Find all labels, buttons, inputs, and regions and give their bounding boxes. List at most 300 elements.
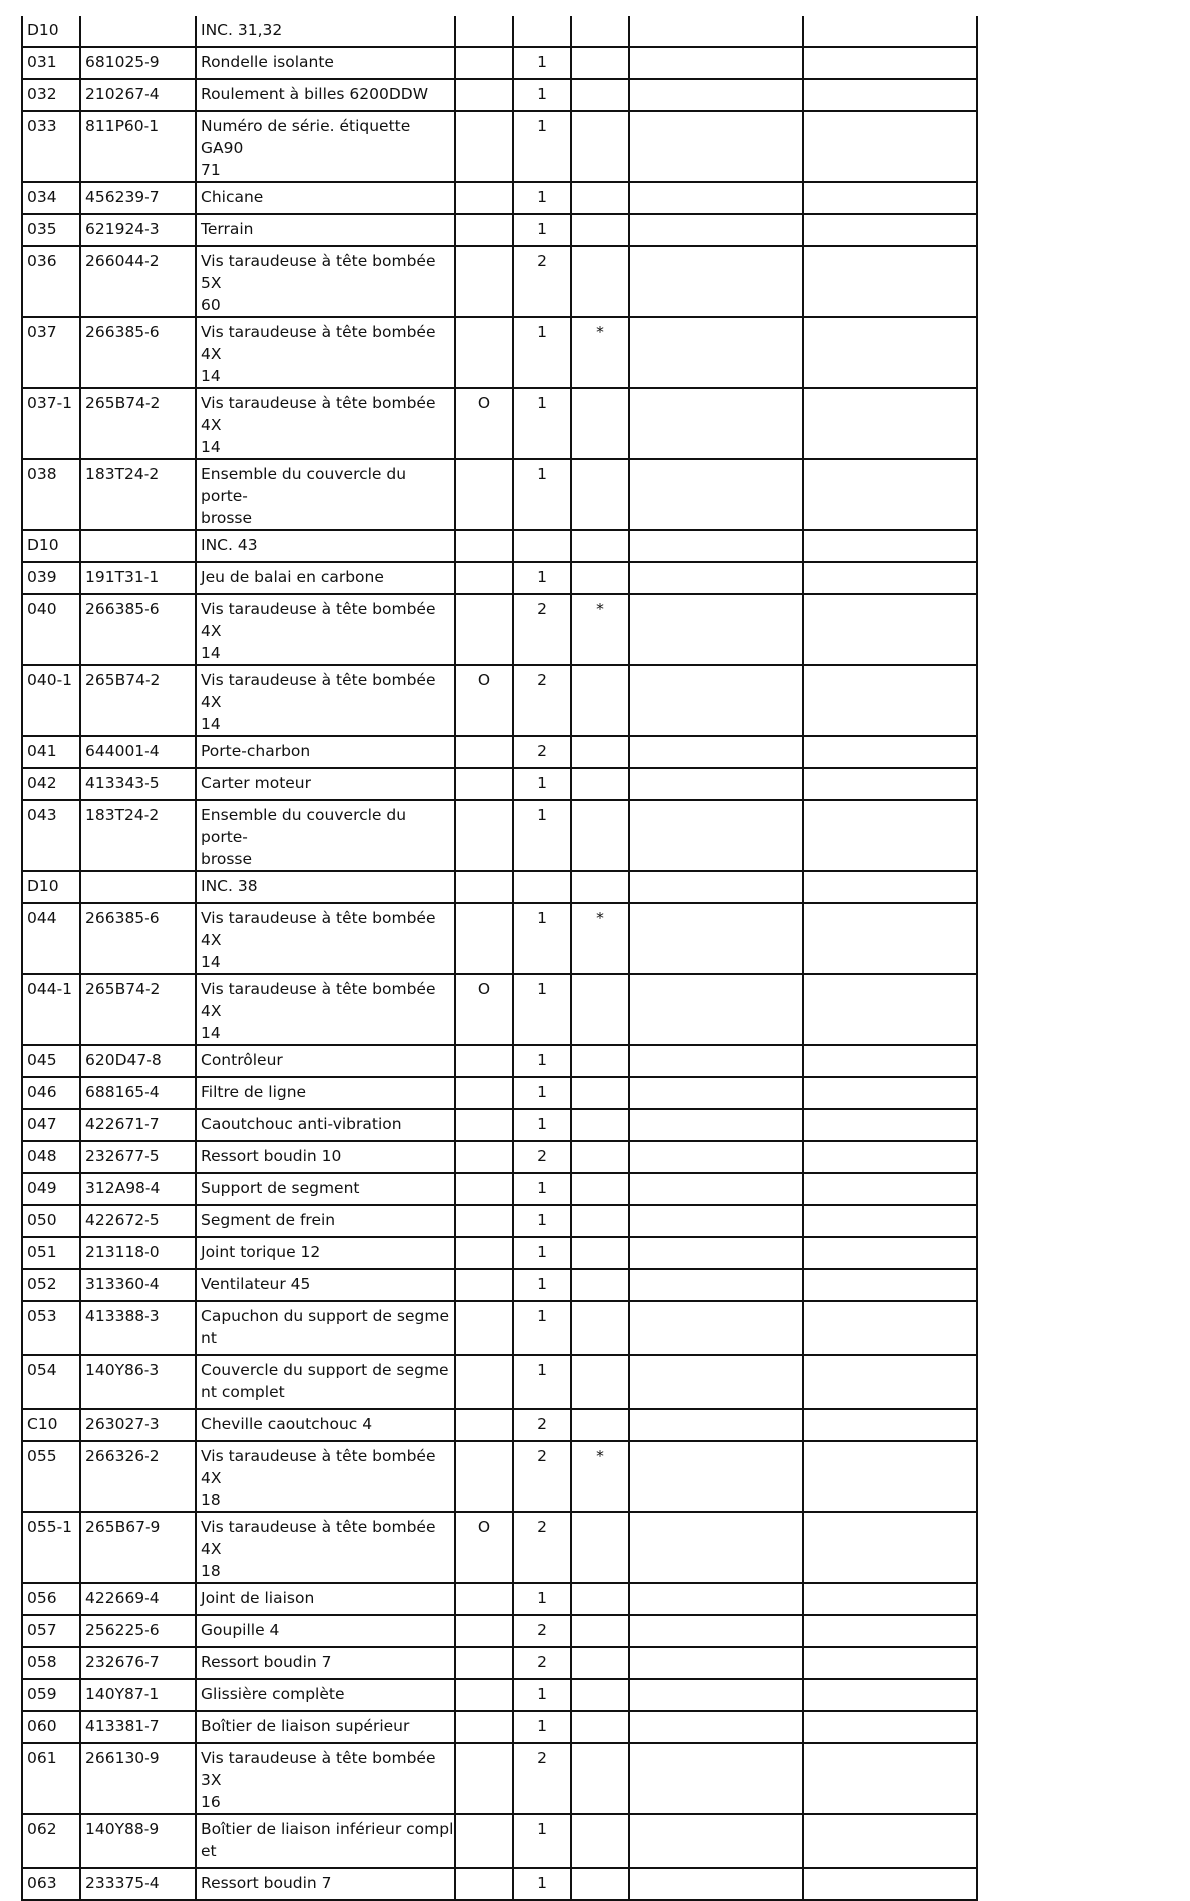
description-cell: Support de segment bbox=[196, 1173, 455, 1205]
option-cell bbox=[455, 1441, 513, 1512]
part-number-cell: 681025-9 bbox=[80, 47, 196, 79]
description-cell: Ressort boudin 7 bbox=[196, 1647, 455, 1679]
extra-cell-b bbox=[803, 974, 977, 1045]
quantity-cell bbox=[513, 530, 571, 562]
extra-cell-a bbox=[629, 1647, 803, 1679]
item-number-cell: 038 bbox=[22, 459, 80, 530]
note-cell bbox=[571, 562, 629, 594]
extra-cell-a bbox=[629, 594, 803, 665]
option-cell bbox=[455, 79, 513, 111]
quantity-cell: 1 bbox=[513, 47, 571, 79]
description-cell: Vis taraudeuse à tête bombée 4X 18 bbox=[196, 1512, 455, 1583]
table-row bbox=[22, 1409, 977, 1441]
quantity-cell: 1 bbox=[513, 903, 571, 974]
description-cell: Ensemble du couvercle du porte- brosse bbox=[196, 800, 455, 871]
item-number-cell: 045 bbox=[22, 1045, 80, 1077]
table-row bbox=[22, 1141, 977, 1173]
table-row bbox=[22, 1512, 977, 1583]
part-number-cell: 183T24-2 bbox=[80, 800, 196, 871]
note-cell bbox=[571, 665, 629, 736]
option-cell bbox=[455, 317, 513, 388]
description-cell: Boîtier de liaison supérieur bbox=[196, 1711, 455, 1743]
table-row bbox=[22, 214, 977, 246]
extra-cell-b bbox=[803, 1301, 977, 1355]
extra-cell-a bbox=[629, 1583, 803, 1615]
description-cell: Joint torique 12 bbox=[196, 1237, 455, 1269]
part-number-cell: 266385-6 bbox=[80, 317, 196, 388]
option-cell bbox=[455, 246, 513, 317]
note-cell bbox=[571, 768, 629, 800]
option-cell bbox=[455, 1109, 513, 1141]
part-number-cell: 456239-7 bbox=[80, 182, 196, 214]
extra-cell-a bbox=[629, 47, 803, 79]
table-row bbox=[22, 1355, 977, 1409]
part-number-cell: 210267-4 bbox=[80, 79, 196, 111]
quantity-cell: 1 bbox=[513, 317, 571, 388]
part-number-cell: 621924-3 bbox=[80, 214, 196, 246]
part-number-cell: 140Y88-9 bbox=[80, 1814, 196, 1868]
note-cell bbox=[571, 1743, 629, 1814]
option-cell bbox=[455, 736, 513, 768]
table-row bbox=[22, 317, 977, 388]
part-number-cell: 688165-4 bbox=[80, 1077, 196, 1109]
note-cell bbox=[571, 16, 629, 47]
parts-table-body bbox=[22, 16, 977, 1900]
note-cell bbox=[571, 459, 629, 530]
item-number-cell: 051 bbox=[22, 1237, 80, 1269]
extra-cell-a bbox=[629, 182, 803, 214]
note-cell bbox=[571, 974, 629, 1045]
extra-cell-b bbox=[803, 800, 977, 871]
extra-cell-b bbox=[803, 317, 977, 388]
option-cell bbox=[455, 1409, 513, 1441]
description-cell: Chicane bbox=[196, 182, 455, 214]
table-row bbox=[22, 1583, 977, 1615]
quantity-cell: 2 bbox=[513, 1647, 571, 1679]
option-cell bbox=[455, 111, 513, 182]
note-cell bbox=[571, 388, 629, 459]
item-number-cell: 063 bbox=[22, 1868, 80, 1900]
quantity-cell: 1 bbox=[513, 1583, 571, 1615]
quantity-cell: 2 bbox=[513, 1441, 571, 1512]
description-cell: Porte-charbon bbox=[196, 736, 455, 768]
extra-cell-a bbox=[629, 1269, 803, 1301]
note-cell bbox=[571, 1615, 629, 1647]
extra-cell-a bbox=[629, 111, 803, 182]
extra-cell-a bbox=[629, 1141, 803, 1173]
extra-cell-a bbox=[629, 1814, 803, 1868]
table-row bbox=[22, 1269, 977, 1301]
extra-cell-b bbox=[803, 1409, 977, 1441]
part-number-cell: 265B74-2 bbox=[80, 665, 196, 736]
quantity-cell: 1 bbox=[513, 1355, 571, 1409]
description-cell: Joint de liaison bbox=[196, 1583, 455, 1615]
extra-cell-b bbox=[803, 1237, 977, 1269]
option-cell bbox=[455, 562, 513, 594]
table-row bbox=[22, 736, 977, 768]
item-number-cell: 040 bbox=[22, 594, 80, 665]
option-cell: O bbox=[455, 665, 513, 736]
note-cell bbox=[571, 182, 629, 214]
option-cell bbox=[455, 1045, 513, 1077]
option-cell bbox=[455, 47, 513, 79]
note-cell bbox=[571, 1077, 629, 1109]
note-cell bbox=[571, 1647, 629, 1679]
extra-cell-a bbox=[629, 665, 803, 736]
note-cell bbox=[571, 800, 629, 871]
extra-cell-a bbox=[629, 1109, 803, 1141]
description-cell: Cheville caoutchouc 4 bbox=[196, 1409, 455, 1441]
part-number-cell: 312A98-4 bbox=[80, 1173, 196, 1205]
table-row bbox=[22, 47, 977, 79]
table-row bbox=[22, 562, 977, 594]
description-cell: Vis taraudeuse à tête bombée 4X 14 bbox=[196, 903, 455, 974]
table-row bbox=[22, 974, 977, 1045]
note-cell bbox=[571, 1814, 629, 1868]
note-cell bbox=[571, 1173, 629, 1205]
extra-cell-a bbox=[629, 1237, 803, 1269]
quantity-cell: 1 bbox=[513, 1868, 571, 1900]
description-cell: Vis taraudeuse à tête bombée 4X 14 bbox=[196, 317, 455, 388]
table-row bbox=[22, 1814, 977, 1868]
note-cell bbox=[571, 1679, 629, 1711]
item-number-cell: 043 bbox=[22, 800, 80, 871]
extra-cell-b bbox=[803, 1141, 977, 1173]
extra-cell-a bbox=[629, 459, 803, 530]
extra-cell-a bbox=[629, 388, 803, 459]
part-number-cell: 140Y86-3 bbox=[80, 1355, 196, 1409]
table-row bbox=[22, 1173, 977, 1205]
option-cell bbox=[455, 1711, 513, 1743]
description-cell: Caoutchouc anti-vibration bbox=[196, 1109, 455, 1141]
item-number-cell: 050 bbox=[22, 1205, 80, 1237]
part-number-cell: 265B67-9 bbox=[80, 1512, 196, 1583]
part-number-cell: 266044-2 bbox=[80, 246, 196, 317]
note-cell bbox=[571, 111, 629, 182]
item-number-cell: 057 bbox=[22, 1615, 80, 1647]
extra-cell-b bbox=[803, 530, 977, 562]
item-number-cell: 046 bbox=[22, 1077, 80, 1109]
description-cell: Vis taraudeuse à tête bombée 4X 18 bbox=[196, 1441, 455, 1512]
option-cell bbox=[455, 1679, 513, 1711]
extra-cell-a bbox=[629, 1441, 803, 1512]
extra-cell-b bbox=[803, 871, 977, 903]
part-number-cell: 266385-6 bbox=[80, 903, 196, 974]
table-row bbox=[22, 768, 977, 800]
option-cell bbox=[455, 594, 513, 665]
item-number-cell: 047 bbox=[22, 1109, 80, 1141]
item-number-cell: 062 bbox=[22, 1814, 80, 1868]
table-row bbox=[22, 1301, 977, 1355]
extra-cell-b bbox=[803, 665, 977, 736]
quantity-cell: 2 bbox=[513, 1512, 571, 1583]
item-number-cell: 037-1 bbox=[22, 388, 80, 459]
option-cell bbox=[455, 530, 513, 562]
table-row bbox=[22, 1679, 977, 1711]
quantity-cell: 2 bbox=[513, 1141, 571, 1173]
note-cell bbox=[571, 1045, 629, 1077]
item-number-cell: 059 bbox=[22, 1679, 80, 1711]
extra-cell-a bbox=[629, 1711, 803, 1743]
description-cell: Contrôleur bbox=[196, 1045, 455, 1077]
quantity-cell: 1 bbox=[513, 800, 571, 871]
part-number-cell: 313360-4 bbox=[80, 1269, 196, 1301]
quantity-cell: 1 bbox=[513, 768, 571, 800]
description-cell: Boîtier de liaison inférieur compl et bbox=[196, 1814, 455, 1868]
table-row bbox=[22, 459, 977, 530]
item-number-cell: 041 bbox=[22, 736, 80, 768]
extra-cell-b bbox=[803, 1711, 977, 1743]
option-cell bbox=[455, 1647, 513, 1679]
parts-list-sheet bbox=[21, 16, 976, 1892]
extra-cell-b bbox=[803, 246, 977, 317]
part-number-cell: 263027-3 bbox=[80, 1409, 196, 1441]
description-cell: Carter moteur bbox=[196, 768, 455, 800]
part-number-cell bbox=[80, 871, 196, 903]
note-cell bbox=[571, 79, 629, 111]
extra-cell-a bbox=[629, 1301, 803, 1355]
option-cell bbox=[455, 871, 513, 903]
table-row bbox=[22, 800, 977, 871]
option-cell: O bbox=[455, 1512, 513, 1583]
extra-cell-b bbox=[803, 459, 977, 530]
note-cell bbox=[571, 1301, 629, 1355]
extra-cell-b bbox=[803, 1868, 977, 1900]
part-number-cell: 811P60-1 bbox=[80, 111, 196, 182]
quantity-cell: 1 bbox=[513, 1711, 571, 1743]
option-cell: O bbox=[455, 974, 513, 1045]
description-cell: INC. 43 bbox=[196, 530, 455, 562]
extra-cell-b bbox=[803, 1269, 977, 1301]
extra-cell-a bbox=[629, 79, 803, 111]
item-number-cell: 037 bbox=[22, 317, 80, 388]
table-row bbox=[22, 903, 977, 974]
description-cell: Ressort boudin 7 bbox=[196, 1868, 455, 1900]
quantity-cell: 1 bbox=[513, 1237, 571, 1269]
option-cell bbox=[455, 1301, 513, 1355]
extra-cell-a bbox=[629, 903, 803, 974]
extra-cell-b bbox=[803, 1615, 977, 1647]
extra-cell-b bbox=[803, 1045, 977, 1077]
extra-cell-b bbox=[803, 1583, 977, 1615]
extra-cell-a bbox=[629, 1409, 803, 1441]
item-number-cell: C10 bbox=[22, 1409, 80, 1441]
part-number-cell: 266385-6 bbox=[80, 594, 196, 665]
table-row bbox=[22, 388, 977, 459]
description-cell: INC. 31,32 bbox=[196, 16, 455, 47]
table-row bbox=[22, 1615, 977, 1647]
extra-cell-b bbox=[803, 47, 977, 79]
extra-cell-b bbox=[803, 1109, 977, 1141]
part-number-cell: 140Y87-1 bbox=[80, 1679, 196, 1711]
item-number-cell: 061 bbox=[22, 1743, 80, 1814]
extra-cell-a bbox=[629, 1355, 803, 1409]
extra-cell-a bbox=[629, 1173, 803, 1205]
description-cell: Vis taraudeuse à tête bombée 3X 16 bbox=[196, 1743, 455, 1814]
quantity-cell: 2 bbox=[513, 1409, 571, 1441]
part-number-cell: 266326-2 bbox=[80, 1441, 196, 1512]
extra-cell-b bbox=[803, 16, 977, 47]
part-number-cell: 232677-5 bbox=[80, 1141, 196, 1173]
extra-cell-b bbox=[803, 214, 977, 246]
parts-table bbox=[21, 16, 978, 1901]
extra-cell-b bbox=[803, 1679, 977, 1711]
part-number-cell: 265B74-2 bbox=[80, 974, 196, 1045]
item-number-cell: 055-1 bbox=[22, 1512, 80, 1583]
description-cell: Ressort boudin 10 bbox=[196, 1141, 455, 1173]
description-cell: Vis taraudeuse à tête bombée 4X 14 bbox=[196, 594, 455, 665]
note-cell bbox=[571, 1205, 629, 1237]
quantity-cell: 1 bbox=[513, 459, 571, 530]
table-row bbox=[22, 16, 977, 47]
item-number-cell: 032 bbox=[22, 79, 80, 111]
item-number-cell: 060 bbox=[22, 1711, 80, 1743]
note-cell: * bbox=[571, 1441, 629, 1512]
quantity-cell: 1 bbox=[513, 1045, 571, 1077]
option-cell bbox=[455, 800, 513, 871]
extra-cell-b bbox=[803, 1743, 977, 1814]
option-cell bbox=[455, 459, 513, 530]
description-cell: Vis taraudeuse à tête bombée 4X 14 bbox=[196, 388, 455, 459]
table-row bbox=[22, 182, 977, 214]
extra-cell-b bbox=[803, 1512, 977, 1583]
extra-cell-b bbox=[803, 182, 977, 214]
item-number-cell: 052 bbox=[22, 1269, 80, 1301]
extra-cell-b bbox=[803, 1077, 977, 1109]
note-cell: * bbox=[571, 903, 629, 974]
part-number-cell: 232676-7 bbox=[80, 1647, 196, 1679]
quantity-cell: 1 bbox=[513, 562, 571, 594]
item-number-cell: 034 bbox=[22, 182, 80, 214]
part-number-cell: 620D47-8 bbox=[80, 1045, 196, 1077]
description-cell: Vis taraudeuse à tête bombée 4X 14 bbox=[196, 974, 455, 1045]
option-cell bbox=[455, 1077, 513, 1109]
note-cell bbox=[571, 1109, 629, 1141]
option-cell bbox=[455, 1237, 513, 1269]
description-cell: Goupille 4 bbox=[196, 1615, 455, 1647]
option-cell bbox=[455, 1173, 513, 1205]
extra-cell-b bbox=[803, 562, 977, 594]
description-cell: INC. 38 bbox=[196, 871, 455, 903]
part-number-cell: 265B74-2 bbox=[80, 388, 196, 459]
note-cell bbox=[571, 1711, 629, 1743]
note-cell bbox=[571, 736, 629, 768]
table-row bbox=[22, 1077, 977, 1109]
note-cell bbox=[571, 871, 629, 903]
item-number-cell: 048 bbox=[22, 1141, 80, 1173]
part-number-cell: 422672-5 bbox=[80, 1205, 196, 1237]
extra-cell-b bbox=[803, 1441, 977, 1512]
quantity-cell: 1 bbox=[513, 1109, 571, 1141]
option-cell bbox=[455, 1615, 513, 1647]
table-row bbox=[22, 1868, 977, 1900]
extra-cell-a bbox=[629, 530, 803, 562]
extra-cell-a bbox=[629, 562, 803, 594]
description-cell: Roulement à billes 6200DDW bbox=[196, 79, 455, 111]
description-cell: Vis taraudeuse à tête bombée 4X 14 bbox=[196, 665, 455, 736]
option-cell bbox=[455, 1141, 513, 1173]
quantity-cell: 1 bbox=[513, 214, 571, 246]
option-cell bbox=[455, 1269, 513, 1301]
option-cell bbox=[455, 1814, 513, 1868]
quantity-cell: 2 bbox=[513, 736, 571, 768]
note-cell bbox=[571, 1409, 629, 1441]
option-cell bbox=[455, 1583, 513, 1615]
table-row bbox=[22, 871, 977, 903]
description-cell: Ventilateur 45 bbox=[196, 1269, 455, 1301]
option-cell: O bbox=[455, 388, 513, 459]
extra-cell-a bbox=[629, 1512, 803, 1583]
option-cell bbox=[455, 1868, 513, 1900]
extra-cell-a bbox=[629, 1045, 803, 1077]
table-row bbox=[22, 1647, 977, 1679]
quantity-cell bbox=[513, 16, 571, 47]
extra-cell-b bbox=[803, 768, 977, 800]
quantity-cell: 1 bbox=[513, 388, 571, 459]
extra-cell-a bbox=[629, 871, 803, 903]
option-cell bbox=[455, 16, 513, 47]
note-cell bbox=[571, 246, 629, 317]
quantity-cell: 2 bbox=[513, 1615, 571, 1647]
option-cell bbox=[455, 903, 513, 974]
quantity-cell: 1 bbox=[513, 1173, 571, 1205]
quantity-cell: 1 bbox=[513, 1814, 571, 1868]
note-cell bbox=[571, 1512, 629, 1583]
part-number-cell: 413343-5 bbox=[80, 768, 196, 800]
table-row bbox=[22, 111, 977, 182]
quantity-cell: 1 bbox=[513, 1077, 571, 1109]
option-cell bbox=[455, 182, 513, 214]
note-cell bbox=[571, 1141, 629, 1173]
extra-cell-a bbox=[629, 1205, 803, 1237]
option-cell bbox=[455, 768, 513, 800]
part-number-cell: 256225-6 bbox=[80, 1615, 196, 1647]
note-cell bbox=[571, 1269, 629, 1301]
extra-cell-b bbox=[803, 111, 977, 182]
item-number-cell: 040-1 bbox=[22, 665, 80, 736]
table-row bbox=[22, 1711, 977, 1743]
quantity-cell: 2 bbox=[513, 246, 571, 317]
part-number-cell: 413381-7 bbox=[80, 1711, 196, 1743]
item-number-cell: 044 bbox=[22, 903, 80, 974]
part-number-cell: 422669-4 bbox=[80, 1583, 196, 1615]
extra-cell-a bbox=[629, 214, 803, 246]
description-cell: Jeu de balai en carbone bbox=[196, 562, 455, 594]
extra-cell-b bbox=[803, 903, 977, 974]
extra-cell-a bbox=[629, 1868, 803, 1900]
quantity-cell: 1 bbox=[513, 182, 571, 214]
item-number-cell: 039 bbox=[22, 562, 80, 594]
part-number-cell: 644001-4 bbox=[80, 736, 196, 768]
part-number-cell: 183T24-2 bbox=[80, 459, 196, 530]
extra-cell-a bbox=[629, 1679, 803, 1711]
item-number-cell: 031 bbox=[22, 47, 80, 79]
description-cell: Vis taraudeuse à tête bombée 5X 60 bbox=[196, 246, 455, 317]
note-cell: * bbox=[571, 594, 629, 665]
description-cell: Rondelle isolante bbox=[196, 47, 455, 79]
quantity-cell: 2 bbox=[513, 594, 571, 665]
table-row bbox=[22, 594, 977, 665]
table-row bbox=[22, 1045, 977, 1077]
item-number-cell: 036 bbox=[22, 246, 80, 317]
option-cell bbox=[455, 1205, 513, 1237]
table-row bbox=[22, 1205, 977, 1237]
item-number-cell: 053 bbox=[22, 1301, 80, 1355]
table-row bbox=[22, 1743, 977, 1814]
option-cell bbox=[455, 1355, 513, 1409]
extra-cell-b bbox=[803, 79, 977, 111]
note-cell bbox=[571, 1237, 629, 1269]
